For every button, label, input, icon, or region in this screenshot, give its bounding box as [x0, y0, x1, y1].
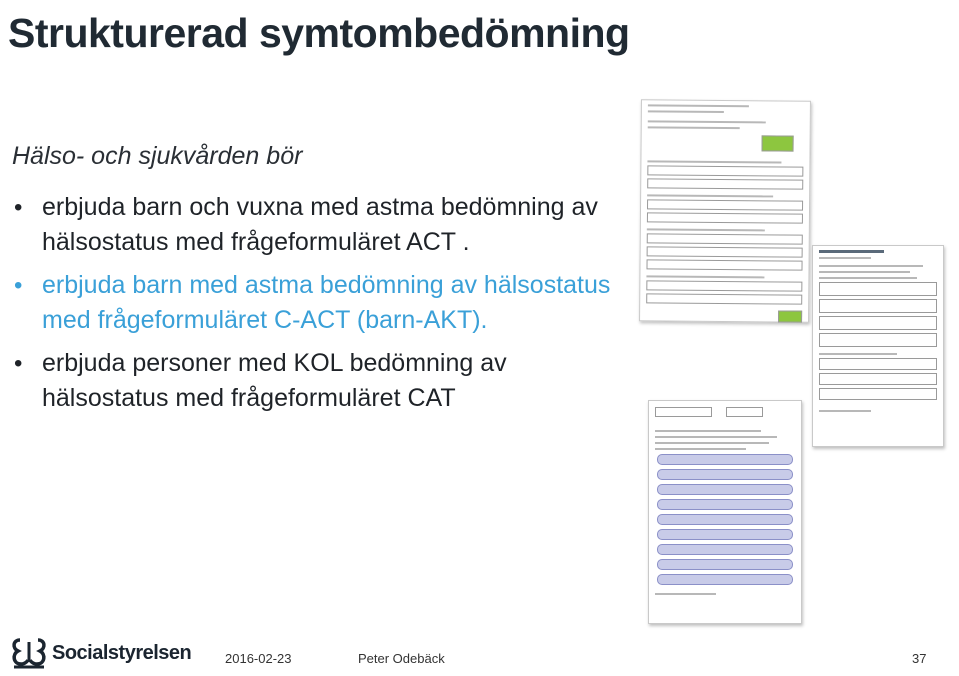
- bullet-item-act: [12, 190, 622, 260]
- act-form-thumbnail: [639, 99, 811, 322]
- bullet-item-cat: [12, 346, 622, 416]
- bullet-item-cact: [12, 268, 622, 338]
- footer-date: 2016-02-23: [225, 651, 292, 666]
- brand-name: Socialstyrelsen: [52, 641, 192, 664]
- cact-form-thumbnail: [812, 245, 944, 447]
- bullet-text: erbjuda barn och vuxna med astma bedömning av hälsostatus med frågeformuläret ACT .: [42, 193, 598, 256]
- footer-author: Peter Odebäck: [358, 651, 445, 666]
- bullet-icon: •: [14, 272, 23, 299]
- bullet-list: [12, 190, 622, 424]
- socialstyrelsen-emblem-icon: [10, 636, 48, 670]
- bullet-icon: •: [14, 350, 23, 377]
- socialstyrelsen-logo: [10, 633, 191, 673]
- bullet-text: erbjuda barn med astma bedömning av hälsostatus med frågeformuläret C-ACT (barn-AKT).: [42, 271, 611, 334]
- intro-text: Hälso- och sjukvården bör: [12, 142, 303, 170]
- cat-form-thumbnail: [648, 400, 802, 624]
- page-number: 37: [912, 651, 927, 666]
- slide-title: Strukturerad symtombedömning: [8, 10, 630, 56]
- bullet-text: erbjuda personer med KOL bedömning av hälsostatus med frågeformuläret CAT: [42, 349, 507, 412]
- bullet-icon: •: [14, 194, 23, 221]
